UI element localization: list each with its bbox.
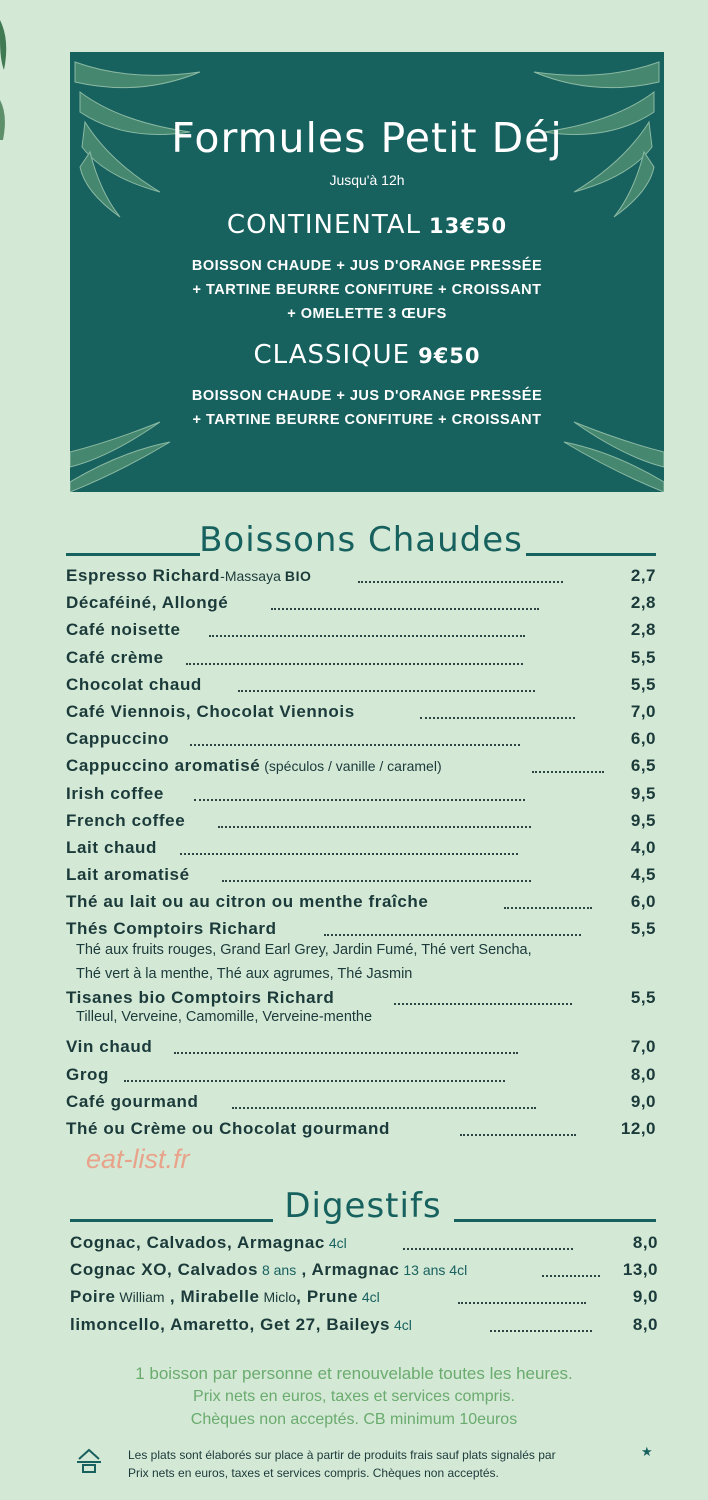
menu-item (66, 889, 656, 916)
item-name: Thé ou Crème ou Chocolat gourmand (66, 1119, 390, 1138)
menu-item (66, 835, 656, 862)
breakfast-formulas-panel (70, 52, 664, 492)
item-price: 6,0 (630, 729, 656, 749)
menu-item (66, 645, 656, 672)
item-price: 2,8 (630, 620, 656, 640)
item-name: Cognac XO, Calvados 8 ans , Armagnac 13 ans 4cl (70, 1260, 468, 1280)
divider (526, 553, 656, 556)
section-title: Boissons Chaudes (199, 520, 523, 560)
item-price: 9,5 (630, 783, 656, 803)
item-name: Espresso Richard-Massaya BIO (66, 566, 312, 585)
note-line: Chèques non acceptés. CB minimum 10euros (190, 1411, 518, 1428)
menu-item (66, 862, 656, 889)
divider (454, 1219, 656, 1222)
footer-notes (128, 1446, 556, 1482)
menu-item (70, 1230, 658, 1257)
item-name: limoncello, Amaretto, Get 27, Baileys 4cl (70, 1314, 412, 1334)
formula-classique-title (70, 340, 664, 370)
formula-continental-description (70, 254, 664, 326)
menu-item (66, 808, 656, 835)
item-price: 8,0 (630, 1064, 656, 1084)
item-details: Thé aux fruits rouges, Grand Earl Grey, Jardin Fumé, Thé vert Sencha, Thé vert à la menthe, Thé aux agrumes, Thé Jasmin (76, 942, 532, 983)
item-price: 9,5 (630, 810, 656, 830)
hot-drinks-header (66, 520, 656, 564)
item-price: 5,5 (630, 988, 656, 1008)
menu-item (66, 1062, 656, 1089)
formula-price: 13€50 (429, 214, 508, 238)
menu-item (70, 1312, 658, 1339)
menu-item (66, 1089, 656, 1116)
footer-line: Prix nets en euros, taxes et services compris. Chèques non acceptés. (128, 1466, 499, 1480)
menu-item (66, 1116, 656, 1143)
formula-price: 9€50 (418, 344, 481, 368)
menu-item (66, 781, 656, 808)
leaf-decoration-icon (0, 0, 10, 150)
formula-name: CONTINENTAL (226, 210, 422, 240)
formula-line: + TARTINE BEURRE CONFITURE + CROISSANT (192, 412, 542, 428)
menu-item (66, 617, 656, 644)
notes (0, 1362, 708, 1431)
item-name: Irish coffee (66, 783, 164, 803)
item-price: 12,0 (620, 1119, 656, 1138)
item-name: Chocolat chaud (66, 674, 202, 694)
note-line: Prix nets en euros, taxes et services compris. (193, 1388, 515, 1405)
formula-line: BOISSON CHAUDE + JUS D'ORANGE PRESSÉE (191, 258, 543, 274)
menu-item (66, 563, 656, 590)
breakfast-subtitle: Jusqu'à 12h (329, 172, 405, 188)
item-name: Café Viennois, Chocolat Viennois (66, 701, 355, 721)
item-name: Lait chaud (66, 837, 158, 857)
item-price: 6,5 (630, 756, 656, 776)
note-line: 1 boisson par personne et renouvelable toutes les heures. (135, 1364, 573, 1383)
item-price: 2,7 (630, 566, 656, 585)
item-price: 8,0 (632, 1314, 658, 1334)
watermark: eat-list.fr (86, 1144, 190, 1174)
item-name: French coffee (66, 810, 186, 830)
item-price: 5,5 (630, 647, 656, 667)
homemade-house-icon (76, 1446, 102, 1474)
menu-item (66, 726, 656, 753)
menu-item (66, 985, 656, 1034)
menu-item (70, 1284, 658, 1311)
digestifs-header (70, 1186, 656, 1230)
item-price: 4,5 (630, 865, 656, 885)
formula-line: + OMELETTE 3 ŒUFS (287, 306, 447, 322)
hot-drinks-list (66, 563, 656, 1143)
formula-classique-description (70, 384, 664, 432)
menu-item (66, 753, 656, 780)
item-price: 2,8 (630, 593, 656, 613)
menu-item (66, 916, 656, 985)
item-price: 7,0 (630, 701, 656, 721)
item-price: 5,5 (630, 919, 656, 939)
footer-line: Les plats sont élaborés sur place à partir de produits frais sauf plats signalés par (128, 1448, 556, 1462)
item-price: 13,0 (622, 1260, 658, 1280)
menu-item (70, 1257, 658, 1284)
menu-item (66, 1034, 656, 1061)
menu-item (66, 590, 656, 617)
item-details: Tilleul, Verveine, Camomille, Verveine-menthe (76, 1009, 373, 1026)
item-name: Lait aromatisé (66, 865, 190, 885)
item-name: Décaféiné, Allongé (66, 593, 229, 613)
item-name: Café crème (66, 647, 164, 667)
formula-name: CLASSIQUE (253, 340, 411, 370)
item-name: Thés Comptoirs Richard (66, 919, 277, 939)
item-name: Cappuccino aromatisé (spéculos / vanille / caramel) (66, 756, 442, 776)
formula-line: + TARTINE BEURRE CONFITURE + CROISSANT (192, 282, 542, 298)
item-price: 8,0 (632, 1233, 658, 1252)
breakfast-title: Formules Petit Déj (171, 114, 563, 162)
menu-item (66, 699, 656, 726)
menu-item (66, 672, 656, 699)
item-price: 4,0 (630, 837, 656, 857)
star-icon: ★ (641, 1444, 653, 1459)
section-title: Digestifs (284, 1186, 442, 1226)
formula-line: BOISSON CHAUDE + JUS D'ORANGE PRESSÉE (191, 388, 543, 404)
item-name: Grog (66, 1064, 110, 1084)
item-name: Cappuccino (66, 729, 170, 749)
item-name: Tisanes bio Comptoirs Richard (66, 988, 335, 1008)
item-name: Cognac, Calvados, Armagnac 4cl (70, 1233, 347, 1252)
digestifs-list (70, 1230, 658, 1339)
item-price: 9,0 (632, 1287, 658, 1307)
item-price: 6,0 (630, 892, 656, 912)
item-name: Café gourmand (66, 1091, 199, 1111)
item-name: Café noisette (66, 620, 181, 640)
item-name: Vin chaud (66, 1037, 153, 1057)
item-name: Thé au lait ou au citron ou menthe fraîche (66, 892, 429, 912)
formula-continental-title (70, 210, 664, 240)
item-name: Poire William , Mirabelle Miclo, Prune 4cl (70, 1287, 380, 1307)
item-price: 7,0 (630, 1037, 656, 1057)
item-price: 5,5 (630, 674, 656, 694)
item-price: 9,0 (630, 1091, 656, 1111)
